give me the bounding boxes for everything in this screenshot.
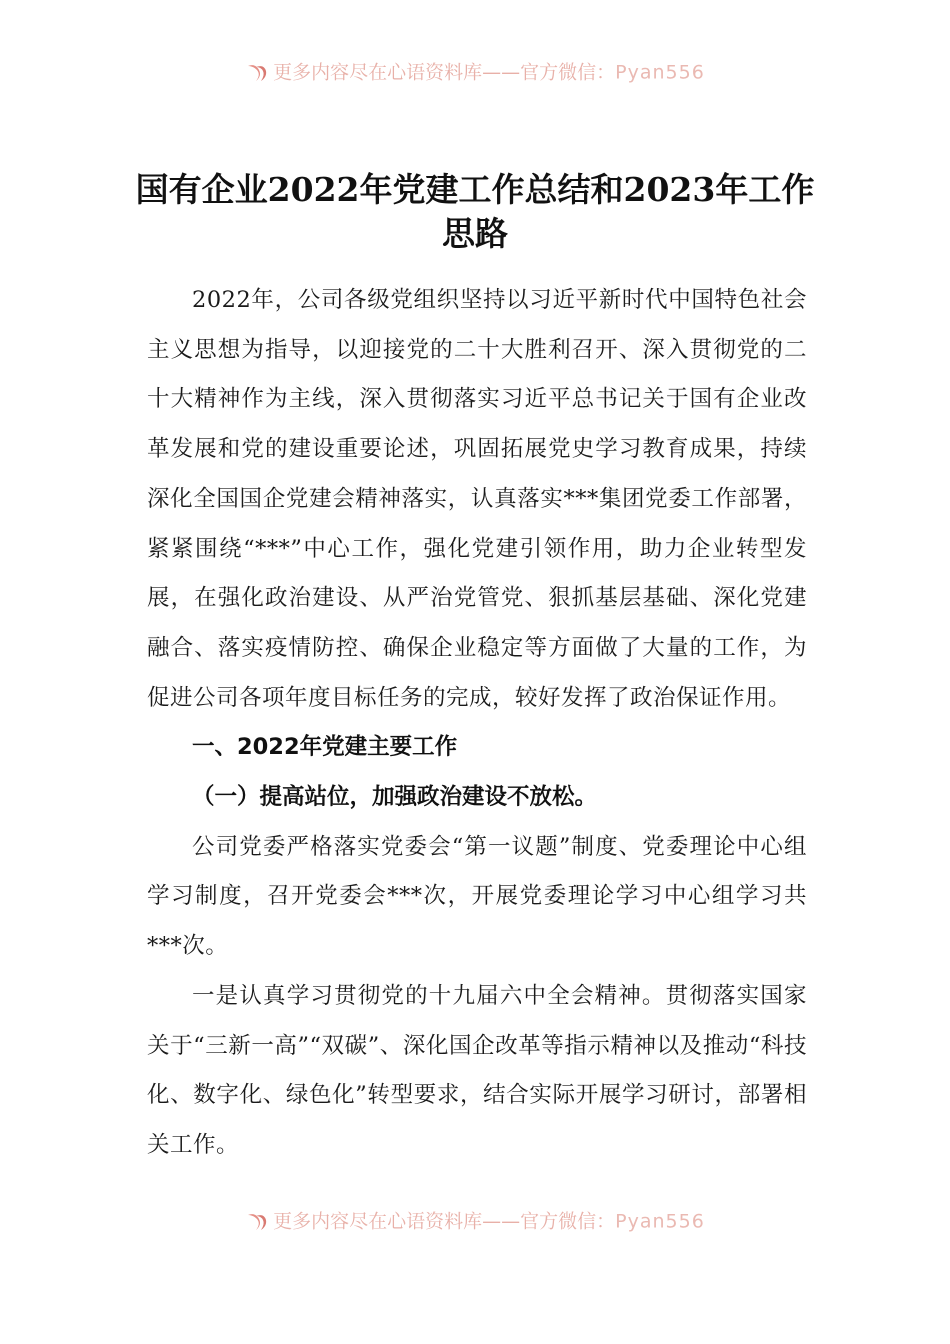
intro-paragraph: 2022年，公司各级党组织坚持以习近平新时代中国特色社会主义思想为指导，以迎接党的二十大胜利召开、深入贯彻党的二十大精神作为主线，深入贯彻落实习近平总书记关于国有企业改革发展和党的建设重要论述，巩固拓展党史学习教育成果，持续深化全国国企党建会精神落实，认真落实***集团党委工作部署，紧紧围绕“***”中心工作，强化党建引领作用，助力企业转型发展，在强化政治建设、从严治党管党、狠抓基层基础、深化党建融合、落实疫情防控、确保企业稳定等方面做了大量的工作，为促进公司各项年度目标任务的完成，较好发挥了政治保证作用。 xyxy=(147,287,807,711)
body-paragraph: 公司党委严格落实党委会“第一议题”制度、党委理论中心组学习制度，召开党委会***次，开展党委理论学习中心组学习共***次。 xyxy=(147,833,807,960)
brand-logo-icon xyxy=(245,1211,269,1233)
body-paragraph: 一是认真学习贯彻党的十九届六中全会精神。贯彻落实国家关于“三新一高”“双碳”、深化国企改革等指示精神以及推动“科技化、数字化、绿色化”转型要求，结合实际开展学习研讨，部署相关工作。 xyxy=(147,982,807,1158)
watermark-brand: Pyan556 xyxy=(615,61,705,84)
section-heading: 一、2022年党建主要工作 xyxy=(192,734,458,761)
header-watermark xyxy=(0,57,950,87)
watermark-text: 更多内容尽在心语资料库——官方微信： xyxy=(273,61,616,84)
footer-watermark xyxy=(0,1206,950,1236)
document-body xyxy=(147,276,807,1171)
subsection-heading: （一）提高站位，加强政治建设不放松。 xyxy=(192,784,598,811)
watermark-brand: Pyan556 xyxy=(615,1210,705,1233)
document-title: 国有企业2022年党建工作总结和2023年工作思路 xyxy=(135,170,815,253)
brand-logo-icon xyxy=(245,62,269,84)
watermark-text: 更多内容尽在心语资料库——官方微信： xyxy=(273,1210,616,1233)
